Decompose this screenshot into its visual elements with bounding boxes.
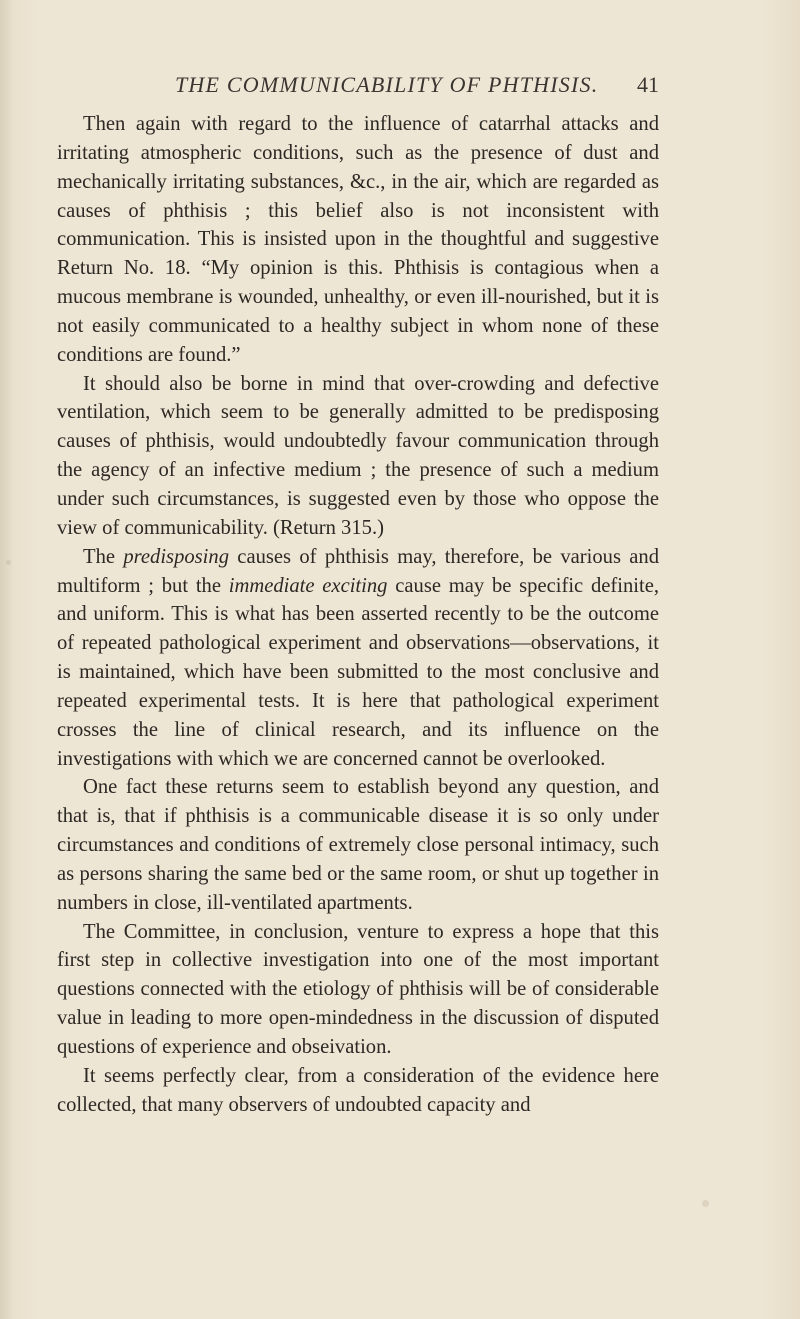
paper-stain	[702, 1200, 709, 1207]
text-span: The	[83, 545, 124, 568]
paragraph	[57, 773, 659, 917]
text-span: cause may be specific definite, and uniform. This is what has been asserted recently to be the outcome of repeated pathological experiment and observations—observations, it is maintained, which have been submitted to the most conclusive and repeated experimental tests. It is here that pathological experiment crosses the line of clinical research, and its influence on the investigations with which we are concerned cannot be overlooked.	[57, 574, 659, 770]
text-span: The Committee, in conclusion, venture to express a hope that this first step in collective investigation into one of the most important questions connected with the etiology of phthisis will be of considerable value in leading to more open-mindedness in the discussion of disputed questions of experience and obseivation.	[57, 920, 659, 1058]
text-span: It seems perfectly clear, from a consideration of the evidence here collected, that many observers of undoubted capacity and	[57, 1064, 659, 1116]
text-span: Then again with regard to the influence of catarrhal attacks and irritating atmospheric conditions, such as the presence of dust and mechanically irritating substances, &c., in the air, which are regarded as causes of phthisis ; this belief also is not inconsistent with communication. This is insisted upon in the thoughtful and suggestive Return No. 18. “My opinion is this. Phthisis is contagious when a mucous membrane is wounded, unhealthy, or even ill-nourished, but it is not easily communicated to a healthy subject in whom none of these conditions are found.”	[57, 113, 659, 366]
italic-text-span: immediate exciting	[228, 574, 388, 597]
page-header	[0, 72, 800, 102]
page-number: 41	[637, 72, 659, 97]
paragraph	[57, 370, 659, 543]
paragraph	[57, 918, 659, 1062]
paragraph	[57, 1062, 659, 1120]
text-span: It should also be borne in mind that over-crowding and defective ventilation, which seem to be generally admitted to be predisposing causes of phthisis, would undoubtedly favour communication through the agency of an infective medium ; the presence of such a medium under such circumstances, is suggested even by those who oppose the view of communicability. (Return 315.)	[57, 372, 659, 539]
paper-stain	[6, 560, 11, 565]
body-text	[57, 110, 659, 1120]
running-title: THE COMMUNICABILITY OF PHTHISIS.	[175, 72, 599, 97]
paragraph	[57, 543, 659, 774]
paragraph	[57, 110, 659, 370]
text-span: causes of phthisis may, therefore, be various and multiform ; but the	[57, 545, 660, 597]
text-span: One fact these returns seem to establish beyond any question, and that is, that if phthisis is a communicable disease it is so only under circumstances and conditions of extremely close personal intimacy, such as persons sharing the same bed or the same room, or shut up together in numbers in close, ill-ventilated apartments.	[57, 776, 659, 914]
italic-text-span: predisposing	[123, 545, 229, 568]
